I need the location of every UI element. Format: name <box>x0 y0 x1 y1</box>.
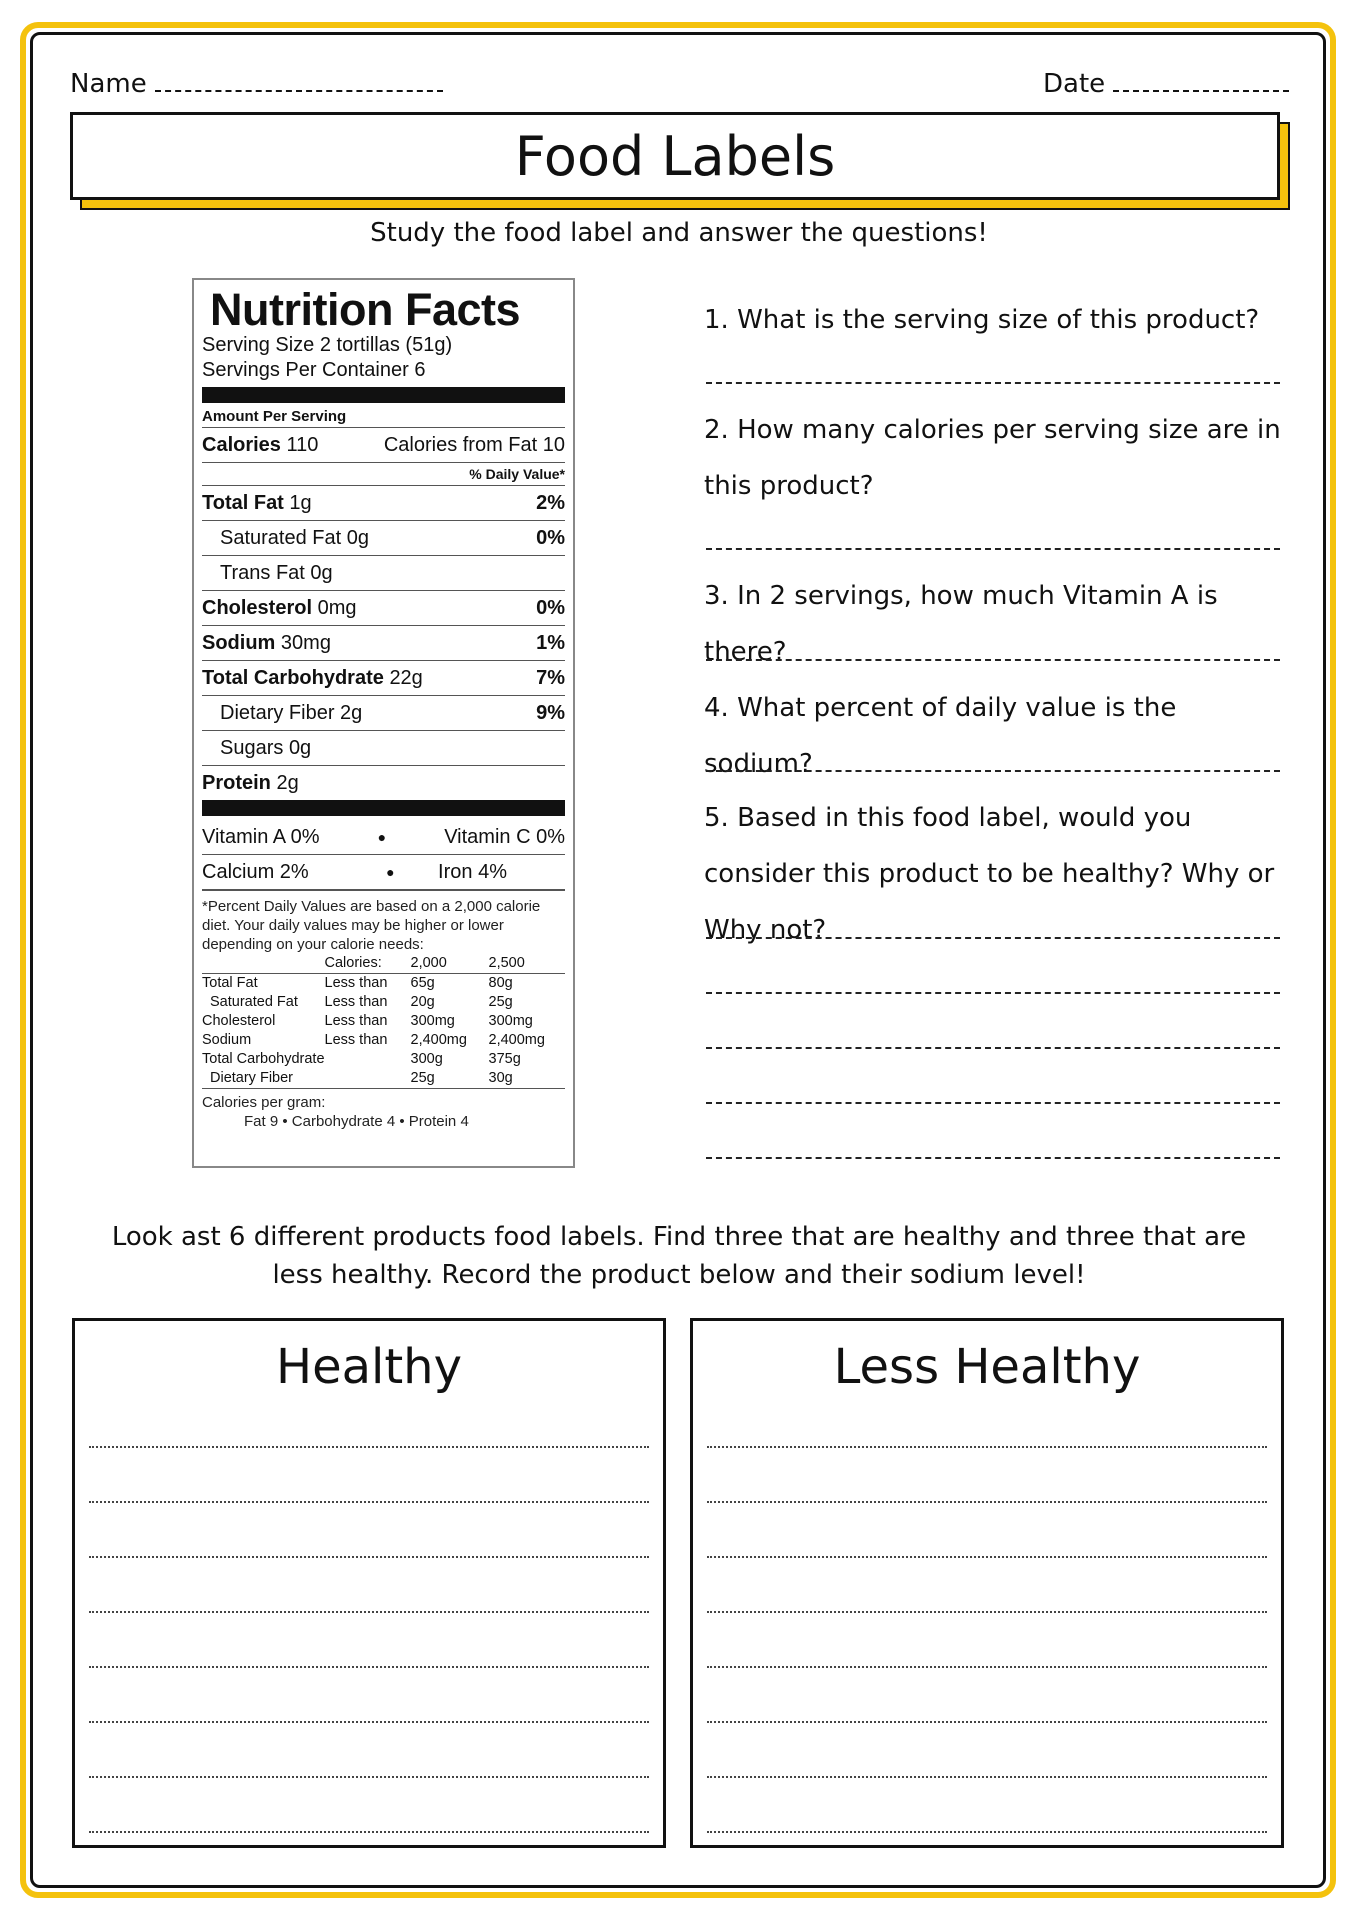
vitamin-row: Vitamin A 0% ● Vitamin C 0% <box>202 820 565 855</box>
table-row: Total Carbohydrate 300g 375g <box>202 1051 521 1068</box>
less-healthy-line[interactable] <box>707 1721 1267 1723</box>
nutrient-row: Sodium 30mg 1% <box>202 626 565 661</box>
healthy-line[interactable] <box>89 1721 649 1723</box>
serving-size: Serving Size 2 tortillas (51g) <box>202 334 453 357</box>
nutrient-row: Trans Fat 0g <box>202 556 565 591</box>
answer-line-5b[interactable] <box>706 992 1280 994</box>
answer-line-1[interactable] <box>706 382 1280 384</box>
question-2: 2. How many calories per serving size are in this product? <box>704 415 1281 501</box>
calories-from-fat: Calories from Fat 10 <box>383 434 565 457</box>
healthy-line[interactable] <box>89 1611 649 1613</box>
answer-line-5c[interactable] <box>706 1047 1280 1049</box>
daily-value-footnote: *Percent Daily Values are based on a 2,000 calorie diet. Your daily values may be higher or lower depending on your calorie needs: <box>202 898 541 954</box>
nutrient-row: Dietary Fiber 2g 9% <box>202 696 565 731</box>
servings-per-container: Servings Per Container 6 <box>202 359 426 382</box>
less-healthy-line[interactable] <box>707 1666 1267 1668</box>
bottom-instruction: Look ast 6 different products food labels. Find three that are healthy and three that are less healthy. Record the product below and their sodium level! <box>111 1222 1247 1290</box>
healthy-box <box>72 1318 666 1848</box>
less-healthy-line[interactable] <box>707 1611 1267 1613</box>
healthy-line[interactable] <box>89 1501 649 1503</box>
less-healthy-line[interactable] <box>707 1446 1267 1448</box>
healthy-line[interactable] <box>89 1666 649 1668</box>
calories-per-gram-values: Fat 9 • Carbohydrate 4 • Protein 4 <box>244 1113 469 1131</box>
table-row: Cholesterol Less than 300mg 300mg <box>202 1013 533 1030</box>
table-row: Calories: 2,000 2,500 <box>202 954 565 974</box>
thick-divider <box>202 387 565 403</box>
less-healthy-line[interactable] <box>707 1831 1267 1833</box>
calories-per-gram: Calories per gram: <box>202 1094 326 1112</box>
table-row: Sodium Less than 2,400mg 2,400mg <box>202 1032 545 1049</box>
calories-value: 110 <box>286 434 319 457</box>
nutrient-row: Cholesterol 0mg 0% <box>202 591 565 626</box>
amount-per-serving: Amount Per Serving <box>202 407 565 428</box>
table-row: Dietary Fiber 25g 30g <box>202 1069 565 1089</box>
answer-line-3[interactable] <box>706 659 1280 661</box>
page-title: Food Labels <box>70 112 1280 200</box>
daily-value-table <box>202 954 565 1089</box>
less-healthy-line[interactable] <box>707 1556 1267 1558</box>
thick-divider <box>202 800 565 816</box>
table-row: Saturated Fat Less than 20g 25g <box>210 994 513 1011</box>
less-healthy-line[interactable] <box>707 1776 1267 1778</box>
nutrient-row: Total Fat 1g 2% <box>202 486 565 521</box>
instruction: Study the food label and answer the questions! <box>370 218 988 248</box>
calories-label: Calories <box>202 434 281 457</box>
name-label: Name <box>70 69 147 99</box>
answer-line-2[interactable] <box>706 548 1280 550</box>
date-label: Date <box>1043 69 1106 99</box>
question-1: 1. What is the serving size of this product? <box>704 305 1260 335</box>
nutrient-row: Protein 2g <box>202 772 299 795</box>
healthy-line[interactable] <box>89 1831 649 1833</box>
question-4: 4. What percent of daily value is the sodium? <box>704 693 1177 779</box>
nutrient-row: Sugars 0g <box>202 731 565 766</box>
answer-line-4[interactable] <box>706 770 1280 772</box>
question-5: 5. Based in this food label, would you consider this product to be healthy? Why or Why not? <box>704 803 1275 945</box>
less-healthy-box <box>690 1318 1284 1848</box>
date-blank[interactable] <box>1113 68 1289 92</box>
nutrient-row: Saturated Fat 0g 0% <box>202 521 565 556</box>
healthy-line[interactable] <box>89 1556 649 1558</box>
daily-value-header: % Daily Value* <box>202 463 565 486</box>
question-3: 3. In 2 servings, how much Vitamin A is there? <box>704 581 1218 667</box>
nutrient-row: Total Carbohydrate 22g 7% <box>202 661 565 696</box>
answer-line-5e[interactable] <box>706 1157 1280 1159</box>
less-healthy-line[interactable] <box>707 1501 1267 1503</box>
calories-row <box>202 428 565 463</box>
table-row: Total Fat Less than 65g 80g <box>202 975 513 992</box>
healthy-line[interactable] <box>89 1446 649 1448</box>
nutrition-facts-heading: Nutrition Facts <box>210 284 521 335</box>
name-field[interactable] <box>70 68 443 99</box>
healthy-title: Healthy <box>275 1339 463 1395</box>
healthy-line[interactable] <box>89 1776 649 1778</box>
answer-line-5a[interactable] <box>706 937 1280 939</box>
less-healthy-title: Less Healthy <box>833 1339 1141 1395</box>
vitamin-row: Calcium 2% ● Iron 4% <box>202 855 565 891</box>
date-field[interactable] <box>1043 68 1289 99</box>
answer-line-5d[interactable] <box>706 1102 1280 1104</box>
nutrition-facts-label <box>192 278 575 1168</box>
name-blank[interactable] <box>155 68 443 92</box>
